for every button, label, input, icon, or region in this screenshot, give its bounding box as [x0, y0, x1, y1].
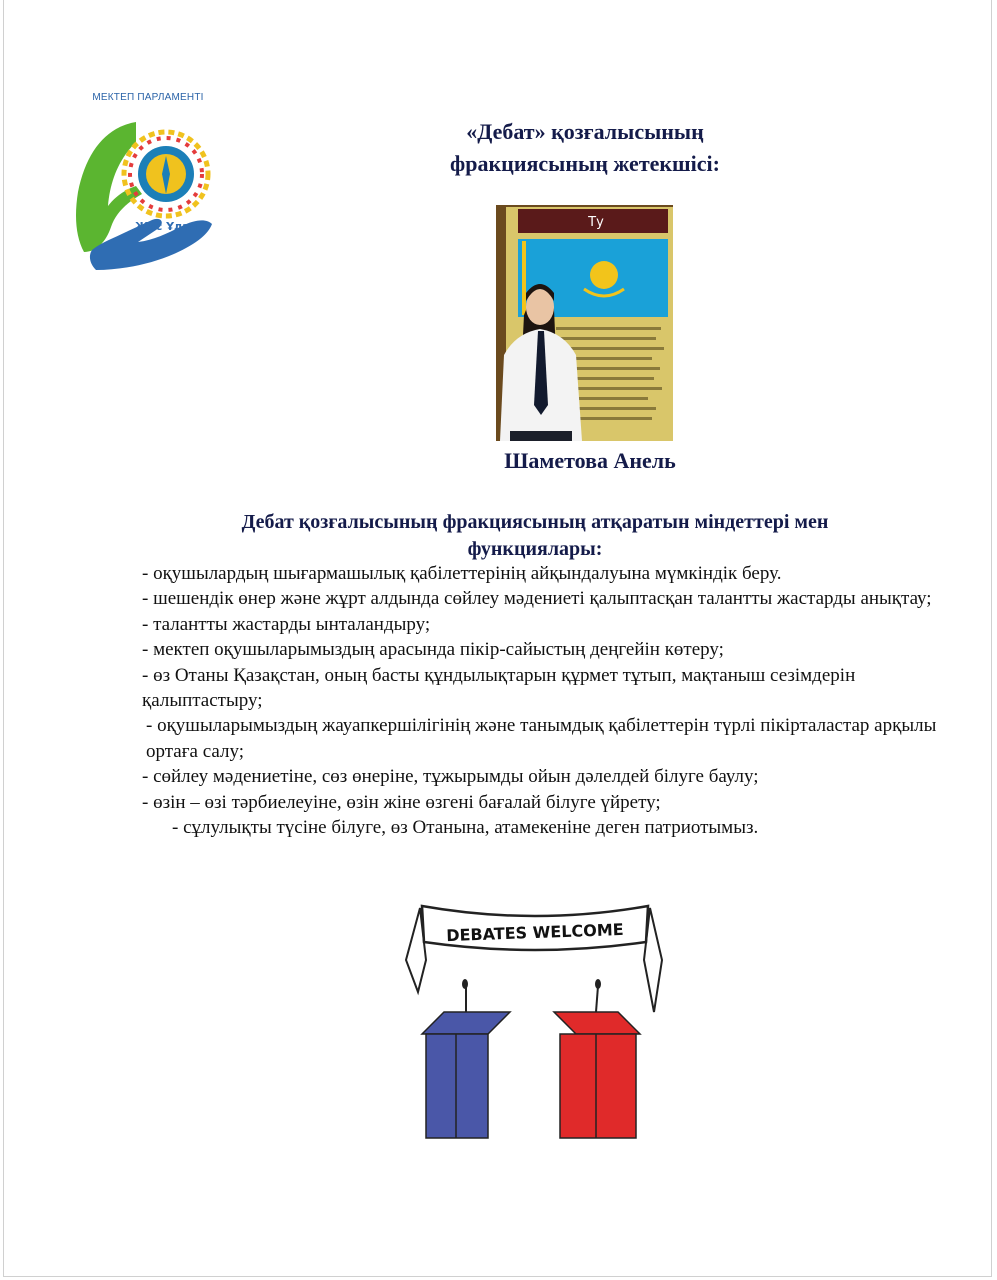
hands-globe-icon [66, 102, 224, 272]
duties-heading-line-2: функциялары: [467, 538, 603, 560]
leader-name: Шаметова Анель [504, 448, 676, 473]
debates-illustration [400, 900, 670, 1140]
duties-heading-line-1: Дебат қозғалысының фракциясының атқаратын міндеттері мен [241, 511, 829, 533]
duty-item: - талантты жастарды ынталандыру; [142, 613, 431, 635]
duty-item: - өз Отаны Қазақстан, оның басты құндылықтарын құрмет тұтып, мақтаныш сезімдерін қалыптастыру; [142, 664, 856, 712]
duty-item: - мектеп оқушыларымыздың арасында пікір-сайыстың деңгейін көтеру; [142, 639, 724, 661]
duties-heading [160, 509, 910, 563]
page-title [380, 116, 790, 180]
duty-item: - сөйлеу мәдениетіне, сөз өнеріне, тұжырымды ойын дәлелдей білуге баулу; [142, 766, 759, 788]
leader-photo-image [496, 205, 673, 441]
title-line-1: «Дебат» қозғалысының [466, 119, 704, 144]
duty-item: - шешендік өнер және жұрт алдында сөйлеу мәдениеті қалыптасқан талантты жастарды анықтау; [142, 588, 932, 610]
duty-item: - сұлулықты түсіне білуге, өз Отанына, атамекеніне деген патриотымыз. [172, 817, 759, 839]
leader-photo [496, 205, 673, 441]
board-label: Ту [588, 215, 604, 230]
logo-ring-text: Жас Ұлан [134, 220, 198, 233]
debate-podiums-icon [400, 900, 670, 1140]
logo-caption: МЕКТЕП ПАРЛАМЕНТІ [92, 92, 204, 103]
school-parliament-logo [66, 88, 224, 272]
duties-list [142, 561, 942, 840]
duty-item: - оқушыларымыздың жауапкершілігінің және танымдық қабілеттерін түрлі пікірталастар арқылы ортаға салу; [146, 715, 937, 762]
title-line-2: фракциясының жетекшісі: [450, 151, 720, 176]
duty-item: - оқушылардың шығармашылық қабілеттерінің айқындалуына мүмкіндік беру. [142, 563, 782, 584]
duty-item: - өзін – өзі тәрбиелеуіне, өзін жіне өзгені бағалай білуге үйрету; [142, 791, 661, 813]
banner-text: DEBATES WELCOME [445, 919, 624, 946]
